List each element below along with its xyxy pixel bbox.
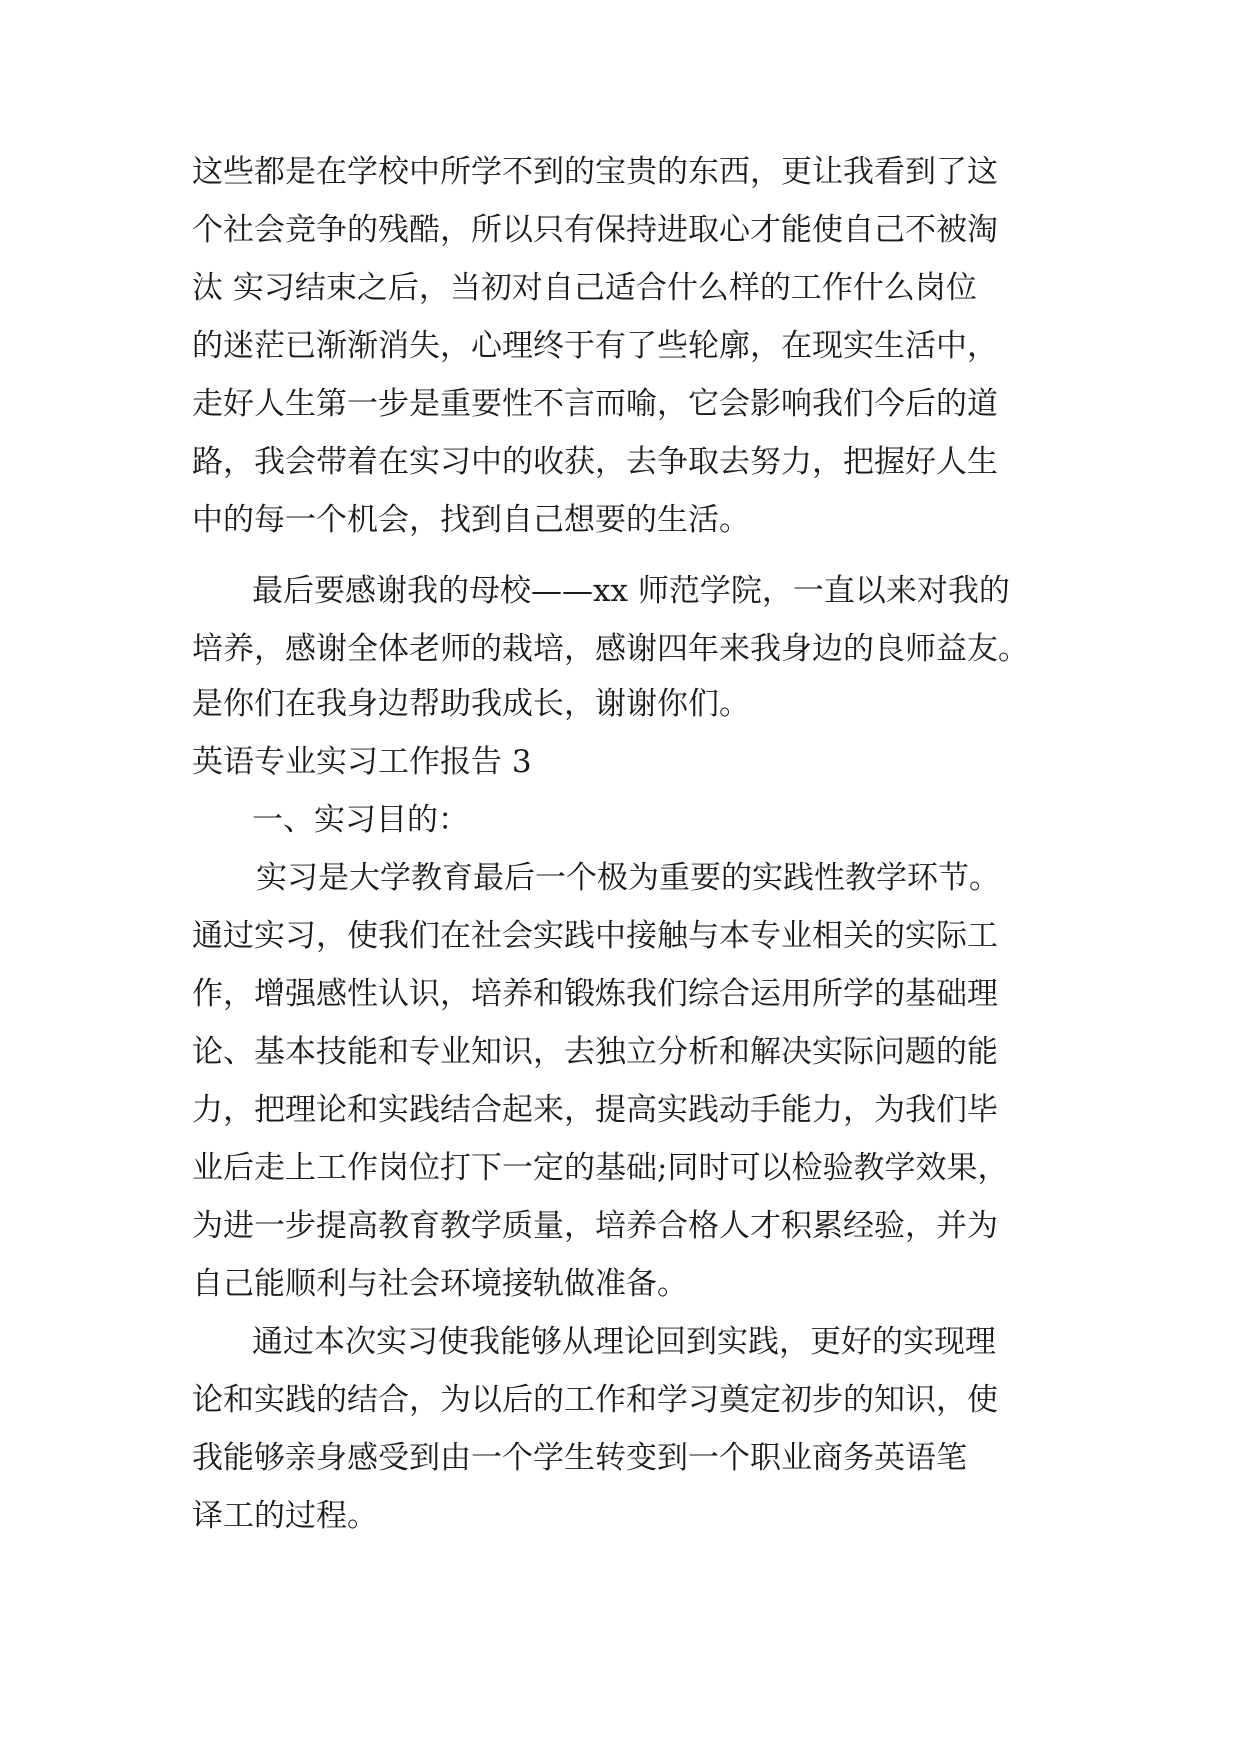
- text-line: 译工的过程。: [192, 1498, 378, 1534]
- paragraph-first-line: 最后要感谢我的母校——xx 师范学院，一直以来对我的: [252, 573, 1010, 609]
- text-line: 作，增强感性认识，培养和锻炼我们综合运用所学的基础理: [192, 976, 998, 1012]
- text-line: 走好人生第一步是重要性不言而喻，它会影响我们今后的道: [192, 386, 998, 422]
- text-line: 汰 实习结束之后，当初对自己适合什么样的工作什么岗位: [192, 270, 977, 306]
- paragraph-first-line: 通过本次实习使我能够从理论回到实践，更好的实现理: [252, 1324, 996, 1360]
- text-line: 力，把理论和实践结合起来，提高实践动手能力，为我们毕: [192, 1092, 998, 1128]
- section-heading: 英语专业实习工作报告 3: [192, 744, 532, 780]
- text-line: 这些都是在学校中所学不到的宝贵的东西，更让我看到了这: [192, 154, 998, 190]
- paragraph-first-line: 实习是大学教育最后一个极为重要的实践性教学环节。: [256, 860, 1000, 896]
- text-line: 的迷茫已渐渐消失，心理终于有了些轮廓，在现实生活中，: [192, 328, 998, 364]
- text-line: 通过实习，使我们在社会实践中接触与本专业相关的实际工: [192, 918, 998, 954]
- text-line: 论和实践的结合，为以后的工作和学习奠定初步的知识，使: [192, 1382, 998, 1418]
- text-line: 路，我会带着在实习中的收获，去争取去努力，把握好人生: [192, 444, 998, 480]
- subsection-heading: 一、实习目的：: [252, 802, 469, 838]
- text-line: 个社会竞争的残酷，所以只有保持进取心才能使自己不被淘: [192, 212, 998, 248]
- text-line: 中的每一个机会，找到自己想要的生活。: [192, 502, 750, 538]
- text-line: 是你们在我身边帮助我成长，谢谢你们。: [192, 686, 750, 722]
- text-line: 我能够亲身感受到由一个学生转变到一个职业商务英语笔: [192, 1440, 967, 1476]
- text-line: 业后走上工作岗位打下一定的基础;同时可以检验教学效果，: [192, 1150, 1009, 1186]
- text-line: 为进一步提高教育教学质量，培养合格人才积累经验，并为: [192, 1208, 998, 1244]
- text-line: 培养，感谢全体老师的栽培，感谢四年来我身边的良师益友。: [192, 631, 1029, 667]
- text-line: 论、基本技能和专业知识，去独立分析和解决实际问题的能: [192, 1034, 998, 1070]
- text-line: 自己能顺利与社会环境接轨做准备。: [192, 1266, 688, 1302]
